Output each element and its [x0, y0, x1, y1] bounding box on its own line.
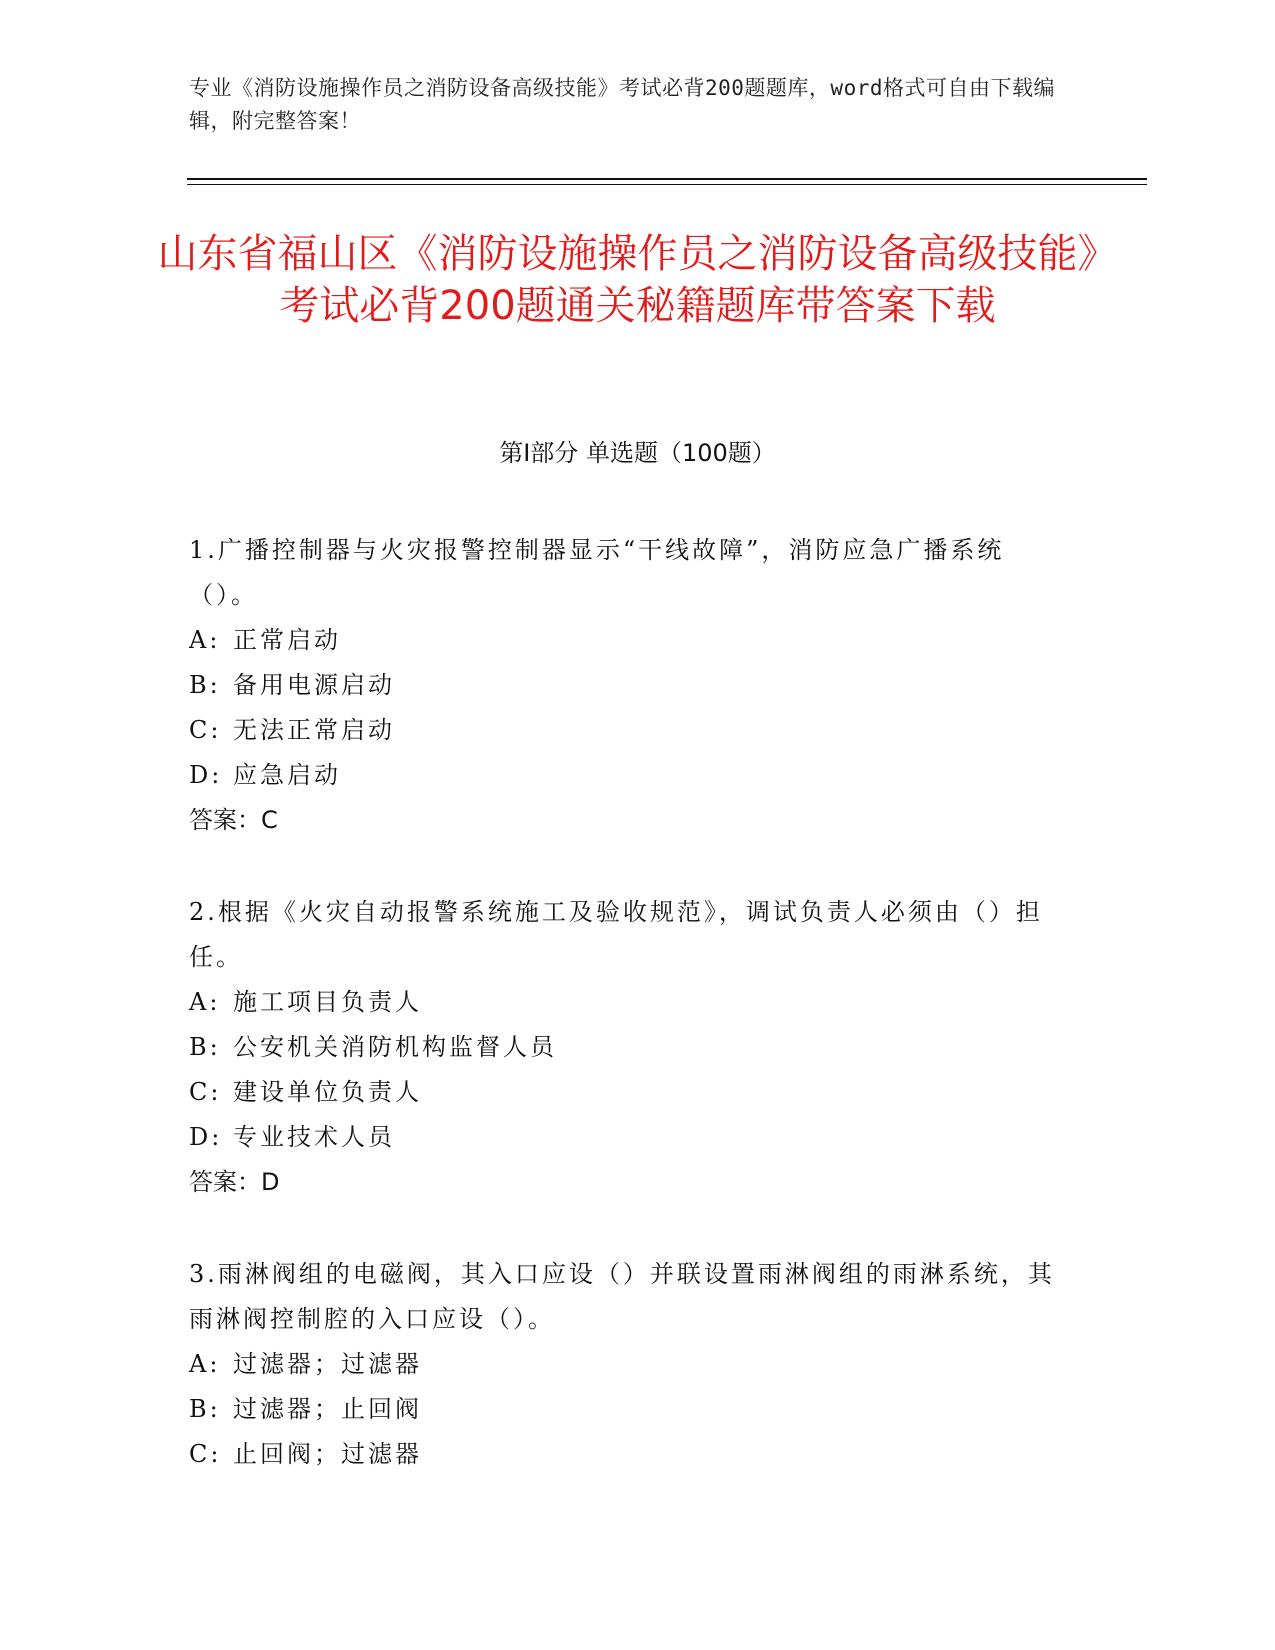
option-row: [189, 1070, 1069, 1115]
option-row: [189, 753, 1069, 798]
header-rule-thick: [187, 178, 1147, 180]
option-text: 过滤器；止回阀: [233, 1395, 422, 1423]
question-list: [189, 528, 1069, 1524]
option-letter: C:: [189, 1440, 222, 1468]
question-item: [189, 528, 1069, 843]
option-text: 过滤器；过滤器: [233, 1350, 422, 1378]
question-item: [189, 890, 1069, 1205]
option-row: [189, 618, 1069, 663]
option-row: [189, 663, 1069, 708]
option-letter: D:: [189, 761, 223, 789]
section-heading: 第Ⅰ部分 单选题（100题）: [499, 439, 776, 467]
option-row: [189, 1342, 1069, 1387]
option-text: 止回阀；过滤器: [233, 1440, 422, 1468]
option-row: [189, 1115, 1069, 1160]
option-letter: D:: [189, 1123, 223, 1151]
option-row: [189, 1432, 1069, 1477]
option-row: [189, 1025, 1069, 1070]
question-text: 3.雨淋阀组的电磁阀，其入口应设（）并联设置雨淋阀组的雨淋系统，其雨淋阀控制腔的入口应设（）。: [189, 1260, 1055, 1333]
option-letter: B:: [189, 1395, 221, 1423]
option-text: 施工项目负责人: [233, 988, 422, 1016]
option-letter: B:: [189, 1033, 221, 1061]
document-title: 山东省福山区《消防设施操作员之消防设备高级技能》考试必背200题通关秘籍题库带答案下载: [157, 231, 1118, 329]
answer-line: 答案：C: [189, 806, 278, 834]
option-text: 备用电源启动: [233, 671, 395, 699]
option-text: 应急启动: [233, 761, 341, 789]
option-text: 正常启动: [233, 626, 341, 654]
option-text: 建设单位负责人: [233, 1078, 422, 1106]
option-letter: A:: [189, 988, 221, 1016]
question-text: 1.广播控制器与火灾报警控制器显示“干线故障”，消防应急广播系统（）。: [189, 536, 1005, 609]
option-text: 无法正常启动: [233, 716, 395, 744]
question-text: 2.根据《火灾自动报警系统施工及验收规范》，调试负责人必须由（）担任。: [189, 898, 1043, 971]
question-item: [189, 1252, 1069, 1477]
header-rule-thin: [187, 184, 1147, 185]
option-letter: C:: [189, 1078, 222, 1106]
option-row: [189, 1387, 1069, 1432]
option-letter: B:: [189, 671, 221, 699]
option-text: 专业技术人员: [233, 1123, 395, 1151]
option-text: 公安机关消防机构监督人员: [233, 1033, 557, 1061]
option-letter: A:: [189, 1350, 221, 1378]
header-note: 专业《消防设施操作员之消防设备高级技能》考试必背200题题库，word格式可自由下载编辑，附完整答案！: [189, 76, 1055, 133]
option-row: [189, 980, 1069, 1025]
option-row: [189, 708, 1069, 753]
option-letter: A:: [189, 626, 221, 654]
option-letter: C:: [189, 716, 222, 744]
answer-line: 答案：D: [189, 1168, 280, 1196]
